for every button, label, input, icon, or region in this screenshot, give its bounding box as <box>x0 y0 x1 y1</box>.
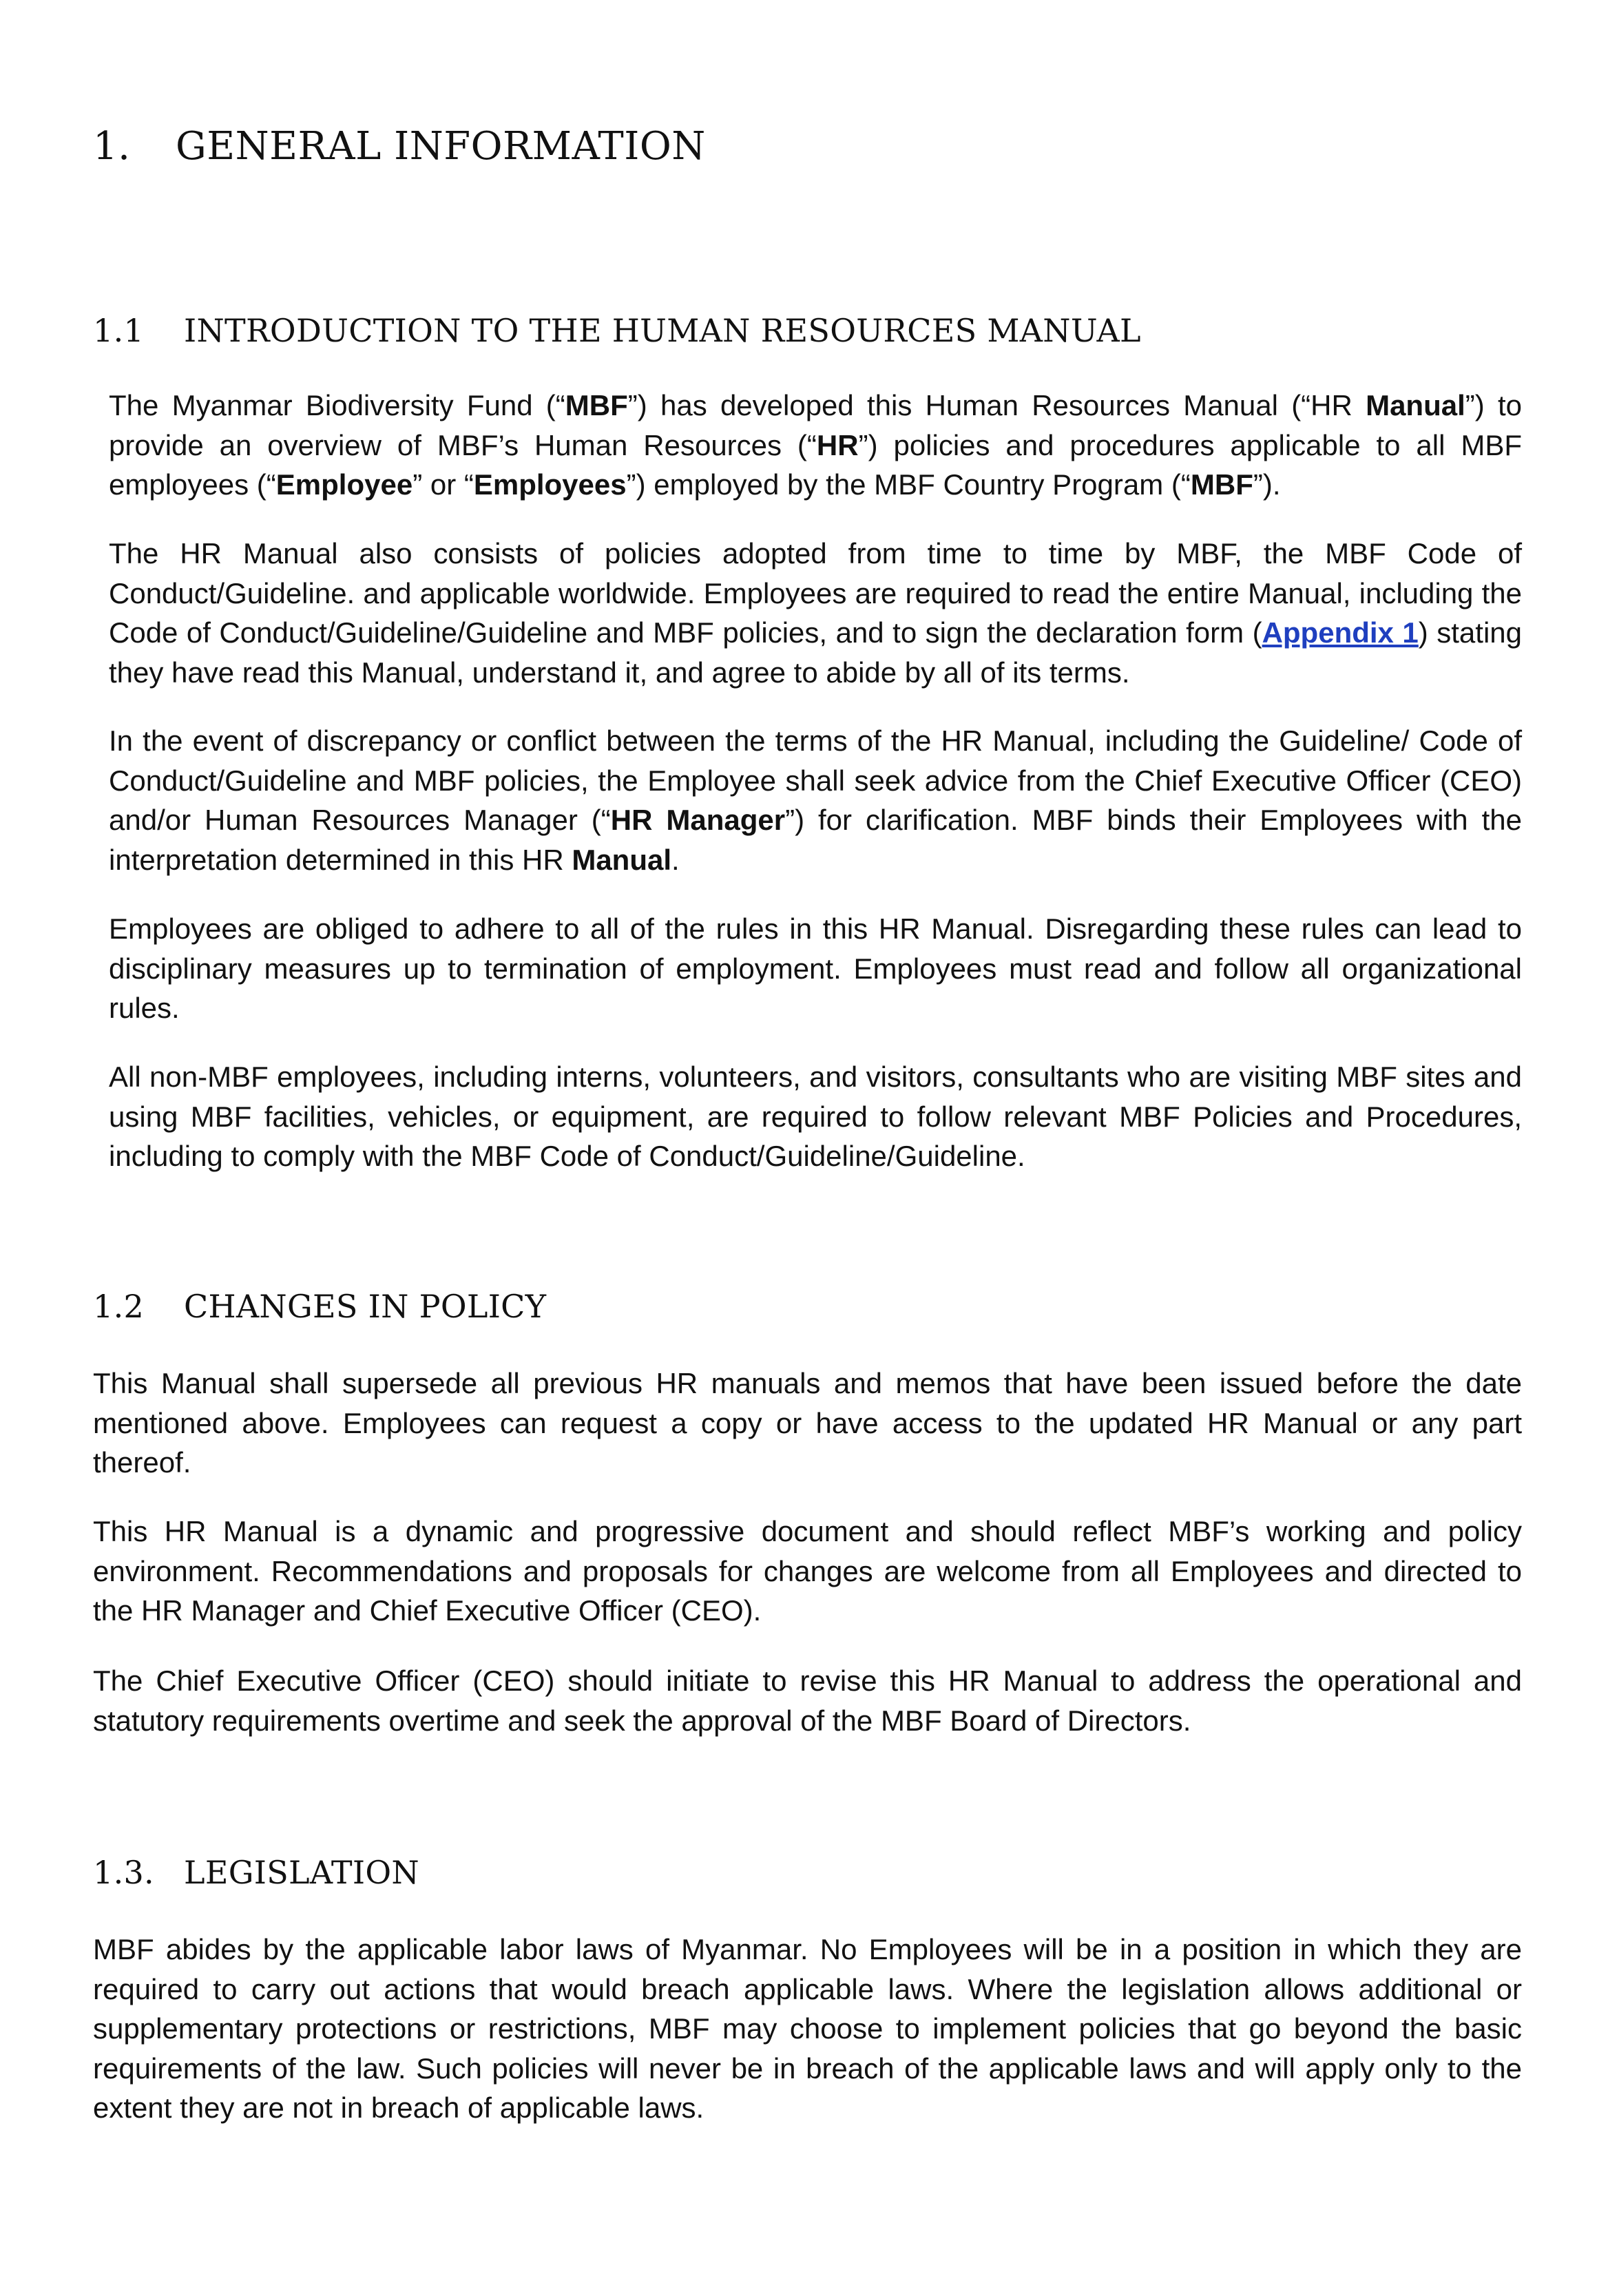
section-number: 1.3. <box>93 1854 154 1891</box>
section-heading-1-1 <box>93 309 1141 353</box>
section-heading-1-2 <box>93 1284 546 1328</box>
section-title: CHANGES IN POLICY <box>184 1288 547 1325</box>
legislation-paragraph: MBF abides by the applicable labor laws of Myanmar. No Employees will be in a position in which they are required to carry out actions that would breach applicable laws. Where the legislation allows additional or supplementary protections or restrictions, MBF may choose to implement policies that go beyond the basic requirements of the law. Such policies will never be in breach of the applicable laws and will apply only to the extent they are not in breach of applicable laws. <box>93 1933 1522 2124</box>
section-heading-1-3 <box>93 1850 419 1895</box>
policy-paragraph-1: This Manual shall supersede all previous HR manuals and memos that have been issued before the date mentioned above. Employees can request a copy or have access to the updated HR Manual or any part thereof. <box>93 1367 1522 1479</box>
intro-paragraph-2: The HR Manual also consists of policies adopted from time to time by MBF, the MBF Code of Conduct/Guideline. and applicable worldwide. Employees are required to read the entire Manual, including the Code of Conduct/Guideline/Guideline and MBF policies, and to sign the declaration form (Appendix 1) stating they have read this Manual, understand it, and agree to abide by all of its terms. <box>109 537 1522 689</box>
appendix-1-link[interactable]: Appendix 1 <box>1262 616 1419 649</box>
section-heading-1 <box>93 121 706 173</box>
intro-paragraph-3: In the event of discrepancy or conflict between the terms of the HR Manual, including the Guideline/ Code of Conduct/Guideline and MBF policies, the Employee shall seek advice from the Chief Executive Officer (CEO) and/or Human Resources Manager (“HR Manager”) for clarification. MBF binds their Employees with the interpretation determined in this HR Manual. <box>109 724 1522 876</box>
intro-paragraph-1: The Myanmar Biodiversity Fund (“MBF”) has developed this Human Resources Manual (“HR Manual”) to provide an overview of MBF’s Human Resources (“HR”) policies and procedures applicable to all MBF employees (“Employee” or “Employees”) employed by the MBF Country Program (“MBF”). <box>109 389 1522 501</box>
section-number: 1. <box>93 124 131 169</box>
section-number: 1.2 <box>93 1288 145 1325</box>
intro-paragraph-4: Employees are obliged to adhere to all of the rules in this HR Manual. Disregarding these rules can lead to disciplinary measures up to termination of employment. Employees must read and follow all organizational rules. <box>109 912 1522 1024</box>
intro-paragraph-5: All non-MBF employees, including interns, volunteers, and visitors, consultants who are visiting MBF sites and using MBF facilities, vehicles, or equipment, are required to follow relevant MBF Policies and Procedures, including to comply with the MBF Code of Conduct/Guideline/Guideline. <box>109 1061 1522 1172</box>
section-title: INTRODUCTION TO THE HUMAN RESOURCES MANUAL <box>184 312 1141 349</box>
section-number: 1.1 <box>93 312 145 349</box>
section-title: LEGISLATION <box>184 1854 419 1891</box>
section-title: GENERAL INFORMATION <box>176 124 706 169</box>
policy-paragraph-2: This HR Manual is a dynamic and progressive document and should reflect MBF’s working and policy environment. Recommendations and proposals for changes are welcome from all Employees and directed to the HR Manager and Chief Executive Officer (CEO). <box>93 1515 1522 1627</box>
policy-paragraph-3: The Chief Executive Officer (CEO) should initiate to revise this HR Manual to address the operational and statutory requirements overtime and seek the approval of the MBF Board of Directors. <box>93 1664 1522 1737</box>
